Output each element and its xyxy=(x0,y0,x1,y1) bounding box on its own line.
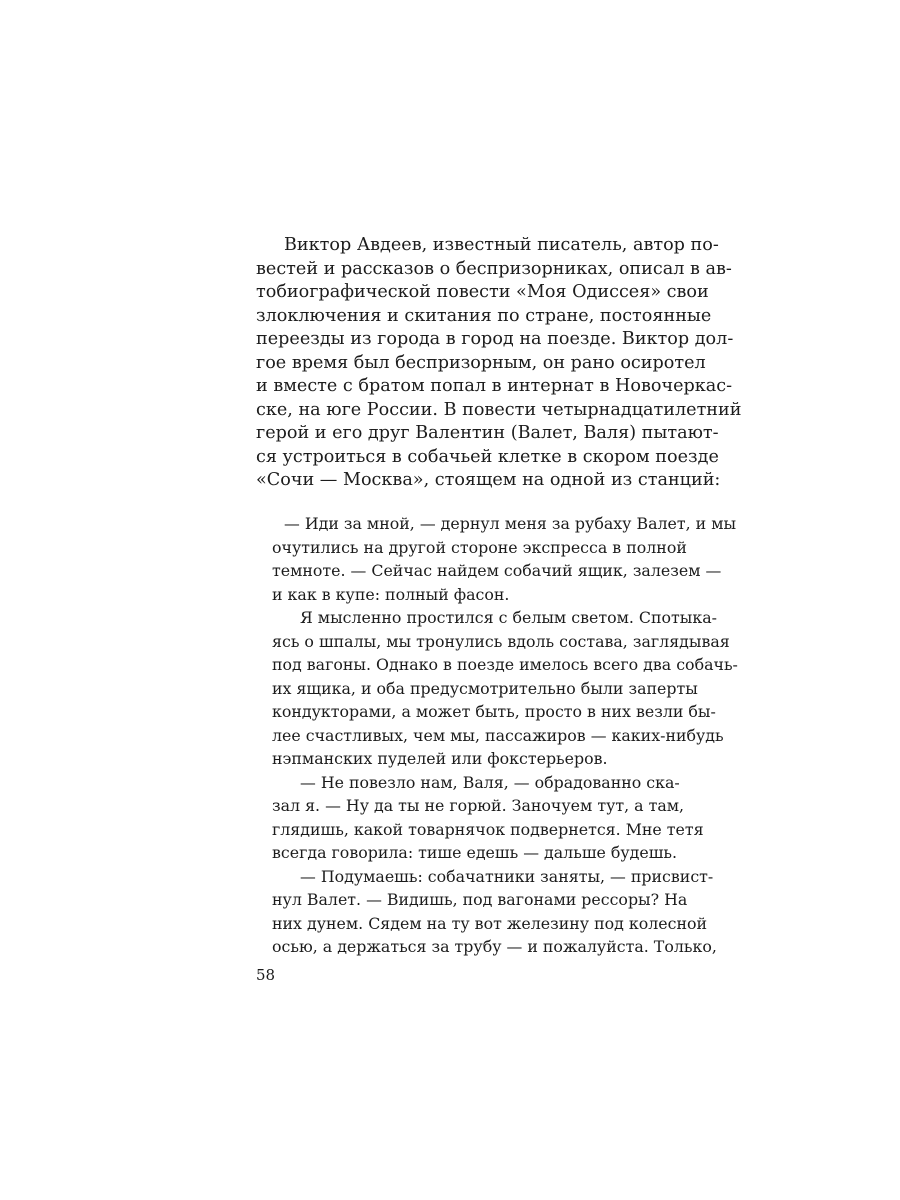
intro-line: ске, на юге России. В повести четырнадцатилетний xyxy=(256,399,742,420)
intro-line: вестей и рассказов о беспризорниках, описал в ав- xyxy=(256,258,732,279)
quote-line: очутились на другой стороне экспресса в полной xyxy=(272,537,687,557)
quote-line: них дунем. Сядем на ту вот железину под колесной xyxy=(272,913,708,933)
quote-line: — Не повезло нам, Валя, — обрадованно ска- xyxy=(300,772,680,792)
intro-line: ся устроиться в собачьей клетке в скором поезде xyxy=(256,446,719,467)
quote-line: ясь о шпалы, мы тронулись вдоль состава, заглядывая xyxy=(272,631,730,651)
quote-line: — Иди за мной, — дернул меня за рубаху Валет, и мы xyxy=(284,514,737,533)
intro-line: гое время был беспризорным, он рано осиротел xyxy=(256,352,706,373)
quote-line: осью, а держаться за трубу — и пожалуйста. Только, xyxy=(272,937,717,956)
intro-line: переезды из города в город на поезде. Виктор дол- xyxy=(256,329,734,349)
quote-block xyxy=(272,512,738,959)
quote-line: лее счастливых, чем мы, пассажиров — каких-нибудь xyxy=(272,725,724,745)
quote-line: всегда говорила: тише едешь — дальше будешь. xyxy=(272,843,678,862)
quote-line: зал я. — Ну да ты не горюй. Заночуем тут, а там, xyxy=(272,796,685,815)
quote-line: глядишь, какой товарнячок подвернется. Мне тетя xyxy=(272,819,704,839)
quote-line: под вагоны. Однако в поезде имелось всего два собачь- xyxy=(272,655,738,674)
intro-line: «Сочи — Москва», стоящем на одной из станций: xyxy=(256,470,721,490)
intro-line: тобиографической повести «Моя Одиссея» свои xyxy=(256,282,709,302)
quote-line: их ящика, и оба предусмотрительно были заперты xyxy=(272,678,698,698)
intro-line: герой и его друг Валентин (Валет, Валя) пытают- xyxy=(256,423,719,443)
quote-line: и как в купе: полный фасон. xyxy=(272,584,510,604)
intro-line: Виктор Авдеев, известный писатель, автор по- xyxy=(284,235,719,255)
intro-paragraph xyxy=(256,234,742,493)
quote-line: кондукторами, а может быть, просто в них везли бы- xyxy=(272,702,716,721)
quote-line: — Подумаешь: собачатники заняты, — присвист- xyxy=(300,866,714,886)
intro-line: и вместе с братом попал в интернат в Новочеркас- xyxy=(256,376,733,396)
page-number: 58 xyxy=(256,966,276,984)
intro-line: злоключения и скитания по стране, постоянные xyxy=(256,305,712,326)
quote-line: нэпманских пуделей или фокстерьеров. xyxy=(272,749,608,768)
quote-line: Я мысленно простился с белым светом. Спотыка- xyxy=(300,608,717,627)
quote-line: темноте. — Сейчас найдем собачий ящик, залезем — xyxy=(272,561,722,580)
quote-line: нул Валет. — Видишь, под вагонами рессоры? На xyxy=(272,890,688,909)
